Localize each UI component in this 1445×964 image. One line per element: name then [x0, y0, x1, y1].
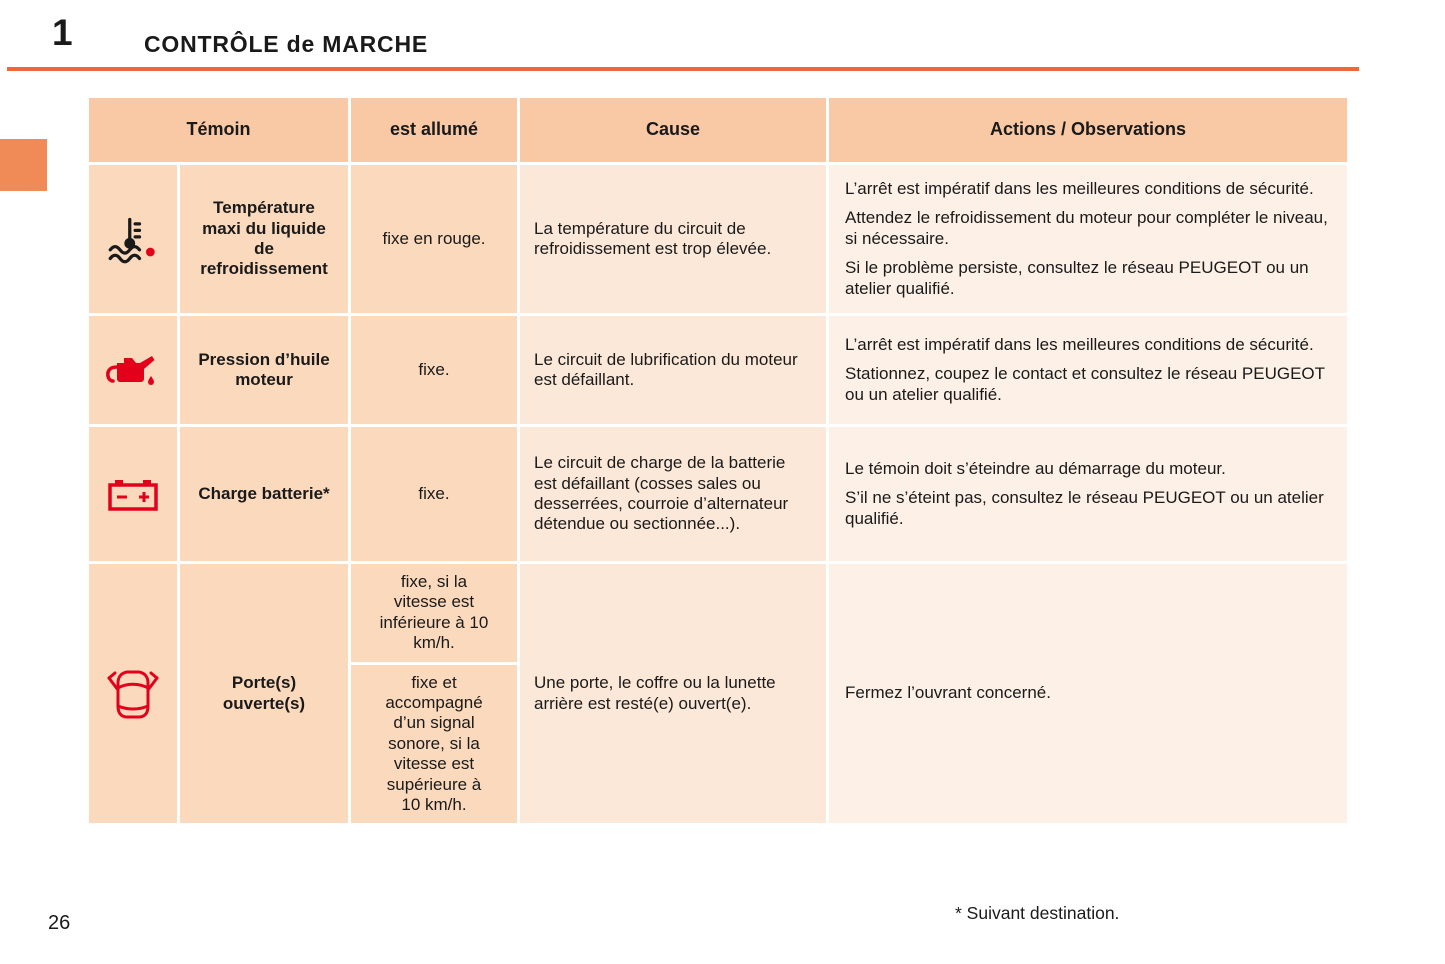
- page-title: CONTRÔLE de MARCHE: [144, 31, 429, 57]
- action-paragraph: Le témoin doit s’éteindre au démarrage du moteur.: [845, 458, 1226, 478]
- icon-cell: [89, 564, 177, 823]
- action-paragraph: Attendez le refroidissement du moteur pour compléter le niveau, si nécessaire.: [845, 208, 1328, 248]
- action-paragraph: S’il ne s’éteint pas, consultez le réseau PEUGEOT ou un atelier qualifié.: [845, 488, 1324, 528]
- title-rule: [7, 67, 1359, 71]
- action-paragraph: Stationnez, coupez le contact et consultez le réseau PEUGEOT ou un atelier qualifié.: [845, 364, 1325, 404]
- action-paragraph: L’arrêt est impératif dans les meilleures conditions de sécurité.: [845, 334, 1314, 354]
- icon-cell: [89, 427, 177, 561]
- battery-charge-warning-icon: [105, 483, 161, 502]
- chapter-side-tab: [0, 139, 47, 191]
- header-temoin: Témoin: [89, 98, 348, 162]
- actions-cell: [829, 165, 1347, 313]
- footnote: * Suivant destination.: [955, 903, 1120, 923]
- temoin-label: Porte(s) ouverte(s): [180, 564, 348, 823]
- action-paragraph: Fermez l’ouvrant concerné.: [845, 683, 1051, 703]
- actions-cell: [829, 564, 1347, 823]
- oil-pressure-warning-icon: [104, 359, 162, 378]
- table-row: [89, 427, 1347, 561]
- cause-cell: Le circuit de charge de la batterie est défaillant (cosses sales ou desserrées, courroie d’alternateur détendue ou sectionnée...).: [520, 427, 826, 561]
- header-cause: Cause: [520, 98, 826, 162]
- action-paragraph: L’arrêt est impératif dans les meilleures conditions de sécurité.: [845, 179, 1314, 199]
- cause-cell: Le circuit de lubrification du moteur est défaillant.: [520, 316, 826, 424]
- table-header-row: [89, 98, 1347, 162]
- temoin-label: Pression d’huile moteur: [180, 316, 348, 424]
- est-allume-cell: fixe et accompagné d’un signal sonore, si la vitesse est supérieure à 10 km/h.: [351, 665, 517, 824]
- actions-cell: [829, 316, 1347, 424]
- est-allume-cell: fixe.: [351, 316, 517, 424]
- header-est-allume: est allumé: [351, 98, 517, 162]
- door-open-warning-icon: [106, 683, 160, 702]
- temoin-label: Température maxi du liquide de refroidissement: [180, 165, 348, 313]
- est-allume-cell: fixe.: [351, 427, 517, 561]
- cause-cell: La température du circuit de refroidissement est trop élevée.: [520, 165, 826, 313]
- chapter-number: 1: [52, 12, 73, 53]
- warning-lights-table: [86, 95, 1350, 826]
- header-actions: Actions / Observations: [829, 98, 1347, 162]
- icon-cell: [89, 165, 177, 313]
- icon-cell: [89, 316, 177, 424]
- table-row: [89, 165, 1347, 313]
- temoin-label: Charge batterie*: [180, 427, 348, 561]
- actions-cell: [829, 427, 1347, 561]
- table-row: [89, 564, 1347, 662]
- est-allume-cell: fixe, si la vitesse est inférieure à 10 km/h.: [351, 564, 517, 662]
- table-row: [89, 316, 1347, 424]
- action-paragraph: Si le problème persiste, consultez le réseau PEUGEOT ou un atelier qualifié.: [845, 258, 1309, 298]
- coolant-temperature-warning-icon: [107, 228, 159, 247]
- cause-cell: Une porte, le coffre ou la lunette arrière est resté(e) ouvert(e).: [520, 564, 826, 823]
- page-number: 26: [48, 912, 71, 934]
- est-allume-cell: fixe en rouge.: [351, 165, 517, 313]
